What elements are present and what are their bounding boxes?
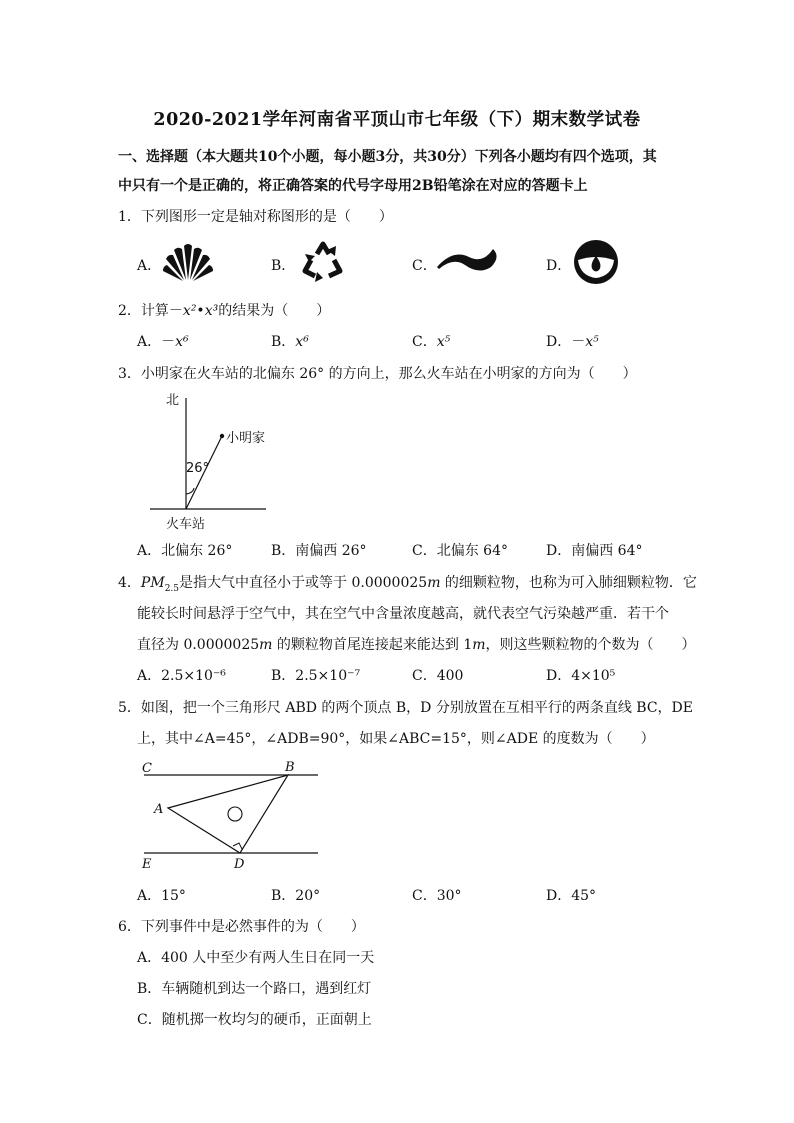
- label-b: B: [285, 760, 295, 775]
- home-point: [220, 434, 224, 438]
- q5-triangle-diagram: [136, 758, 326, 872]
- label-a: A: [154, 802, 164, 817]
- exam-title: 2020-2021学年河南省平顶山市七年级（下）期末数学试卷: [153, 110, 641, 130]
- q4-line3: 直径为 0.0000025m 的颗粒物首尾连接起来能达到 1m，则这些颗粒物的个数为（ ）: [137, 637, 696, 653]
- station-label: 火车站: [166, 517, 206, 532]
- label-c: C: [142, 761, 152, 776]
- q2-stem-math: x²•x³: [182, 303, 219, 319]
- q4-option-b: B．2.5×10⁻⁷: [271, 668, 361, 684]
- section-heading-line2: 中只有一个是正确的，将正确答案的代号字母用2B铅笔涂在对应的答题卡上: [118, 178, 588, 194]
- q3-option-d: D．南偏西 64°: [546, 543, 643, 559]
- q1-option-d-label: D．: [546, 258, 572, 274]
- q5-option-b: B．20°: [271, 888, 321, 904]
- q3-stem: 3．小明家在火车站的北偏东 26° 的方向上，那么火车站在小明家的方向为（ ）: [118, 366, 637, 382]
- q6-option-c: C．随机掷一枚均匀的硬币，正面朝上: [137, 1012, 372, 1028]
- q1-stem: 1．下列图形一定是轴对称图形的是（ ）: [118, 209, 393, 225]
- triangle-hole: [228, 807, 242, 821]
- q5-option-a: A．15°: [137, 888, 186, 904]
- q6-option-b: B．车辆随机到达一个路口，遇到红灯: [137, 981, 372, 997]
- q2-option-a: A．－x⁶: [137, 334, 189, 350]
- shell-logo-icon: [162, 240, 214, 282]
- recycle-icon: [301, 240, 347, 282]
- q5-line2: 上，其中∠A=45°，∠ADB=90°，如果∠ABC=15°，则∠ADE 的度数为（ ）: [137, 731, 655, 747]
- q6-option-a: A．400 人中至少有两人生日在同一天: [137, 950, 375, 966]
- q5-option-d: D．45°: [546, 888, 597, 904]
- q3-option-c: C．北偏东 64°: [412, 543, 508, 559]
- water-drop-circle-icon: [572, 238, 620, 286]
- q4-option-a: A．2.5×10⁻⁶: [137, 668, 226, 684]
- q2-option-b: B．x⁶: [271, 334, 309, 350]
- q2-stem-pre: 2．计算－: [118, 303, 183, 319]
- q1-option-a-label: A．: [137, 258, 162, 274]
- q5-option-c: C．30°: [412, 888, 462, 904]
- angle-arc: [186, 488, 194, 494]
- q4-option-d: D．4×10⁵: [546, 668, 616, 684]
- home-label: 小明家: [226, 431, 266, 446]
- label-e: E: [142, 857, 152, 872]
- q2-option-d: D．－x⁵: [546, 334, 599, 350]
- q4-option-c: C．400: [412, 668, 464, 684]
- q3-option-b: B．南偏西 26°: [271, 543, 367, 559]
- brush-stroke-icon: [435, 245, 501, 275]
- q2-option-c: C．x⁵: [412, 334, 451, 350]
- q1-option-c-label: C．: [412, 258, 437, 274]
- north-label: 北: [166, 393, 180, 408]
- q5-line1: 5．如图，把一个三角形尺 ABD 的两个顶点 B，D 分别放置在互相平行的两条直线 BC，DE: [118, 700, 693, 716]
- q6-stem: 6．下列事件中是必然事件的为（ ）: [118, 919, 365, 935]
- q3-option-a: A．北偏东 26°: [137, 543, 233, 559]
- q4-line1: 4．$PM_{2.5}$是指大气中直径小于或等于 0.0000025m 的细颗粒物，也称为可入肺细颗粒物．它: [118, 575, 697, 594]
- q3-direction-diagram: [140, 388, 280, 536]
- label-d: D: [234, 857, 245, 872]
- section-heading-line1: 一、选择题（本大题共10个小题，每小题3分，共30分）下列各小题均有四个选项，其: [118, 149, 657, 165]
- q2-stem: [118, 300, 330, 320]
- q2-stem-post: 的结果为（ ）: [218, 303, 331, 319]
- angle-label: 26°: [186, 461, 210, 476]
- q4-line2: 能较长时间悬浮于空气中，其在空气中含量浓度越高，就代表空气污染越严重．若干个: [137, 606, 669, 622]
- q1-option-b-label: B．: [271, 258, 296, 274]
- right-angle-mark: [233, 843, 242, 849]
